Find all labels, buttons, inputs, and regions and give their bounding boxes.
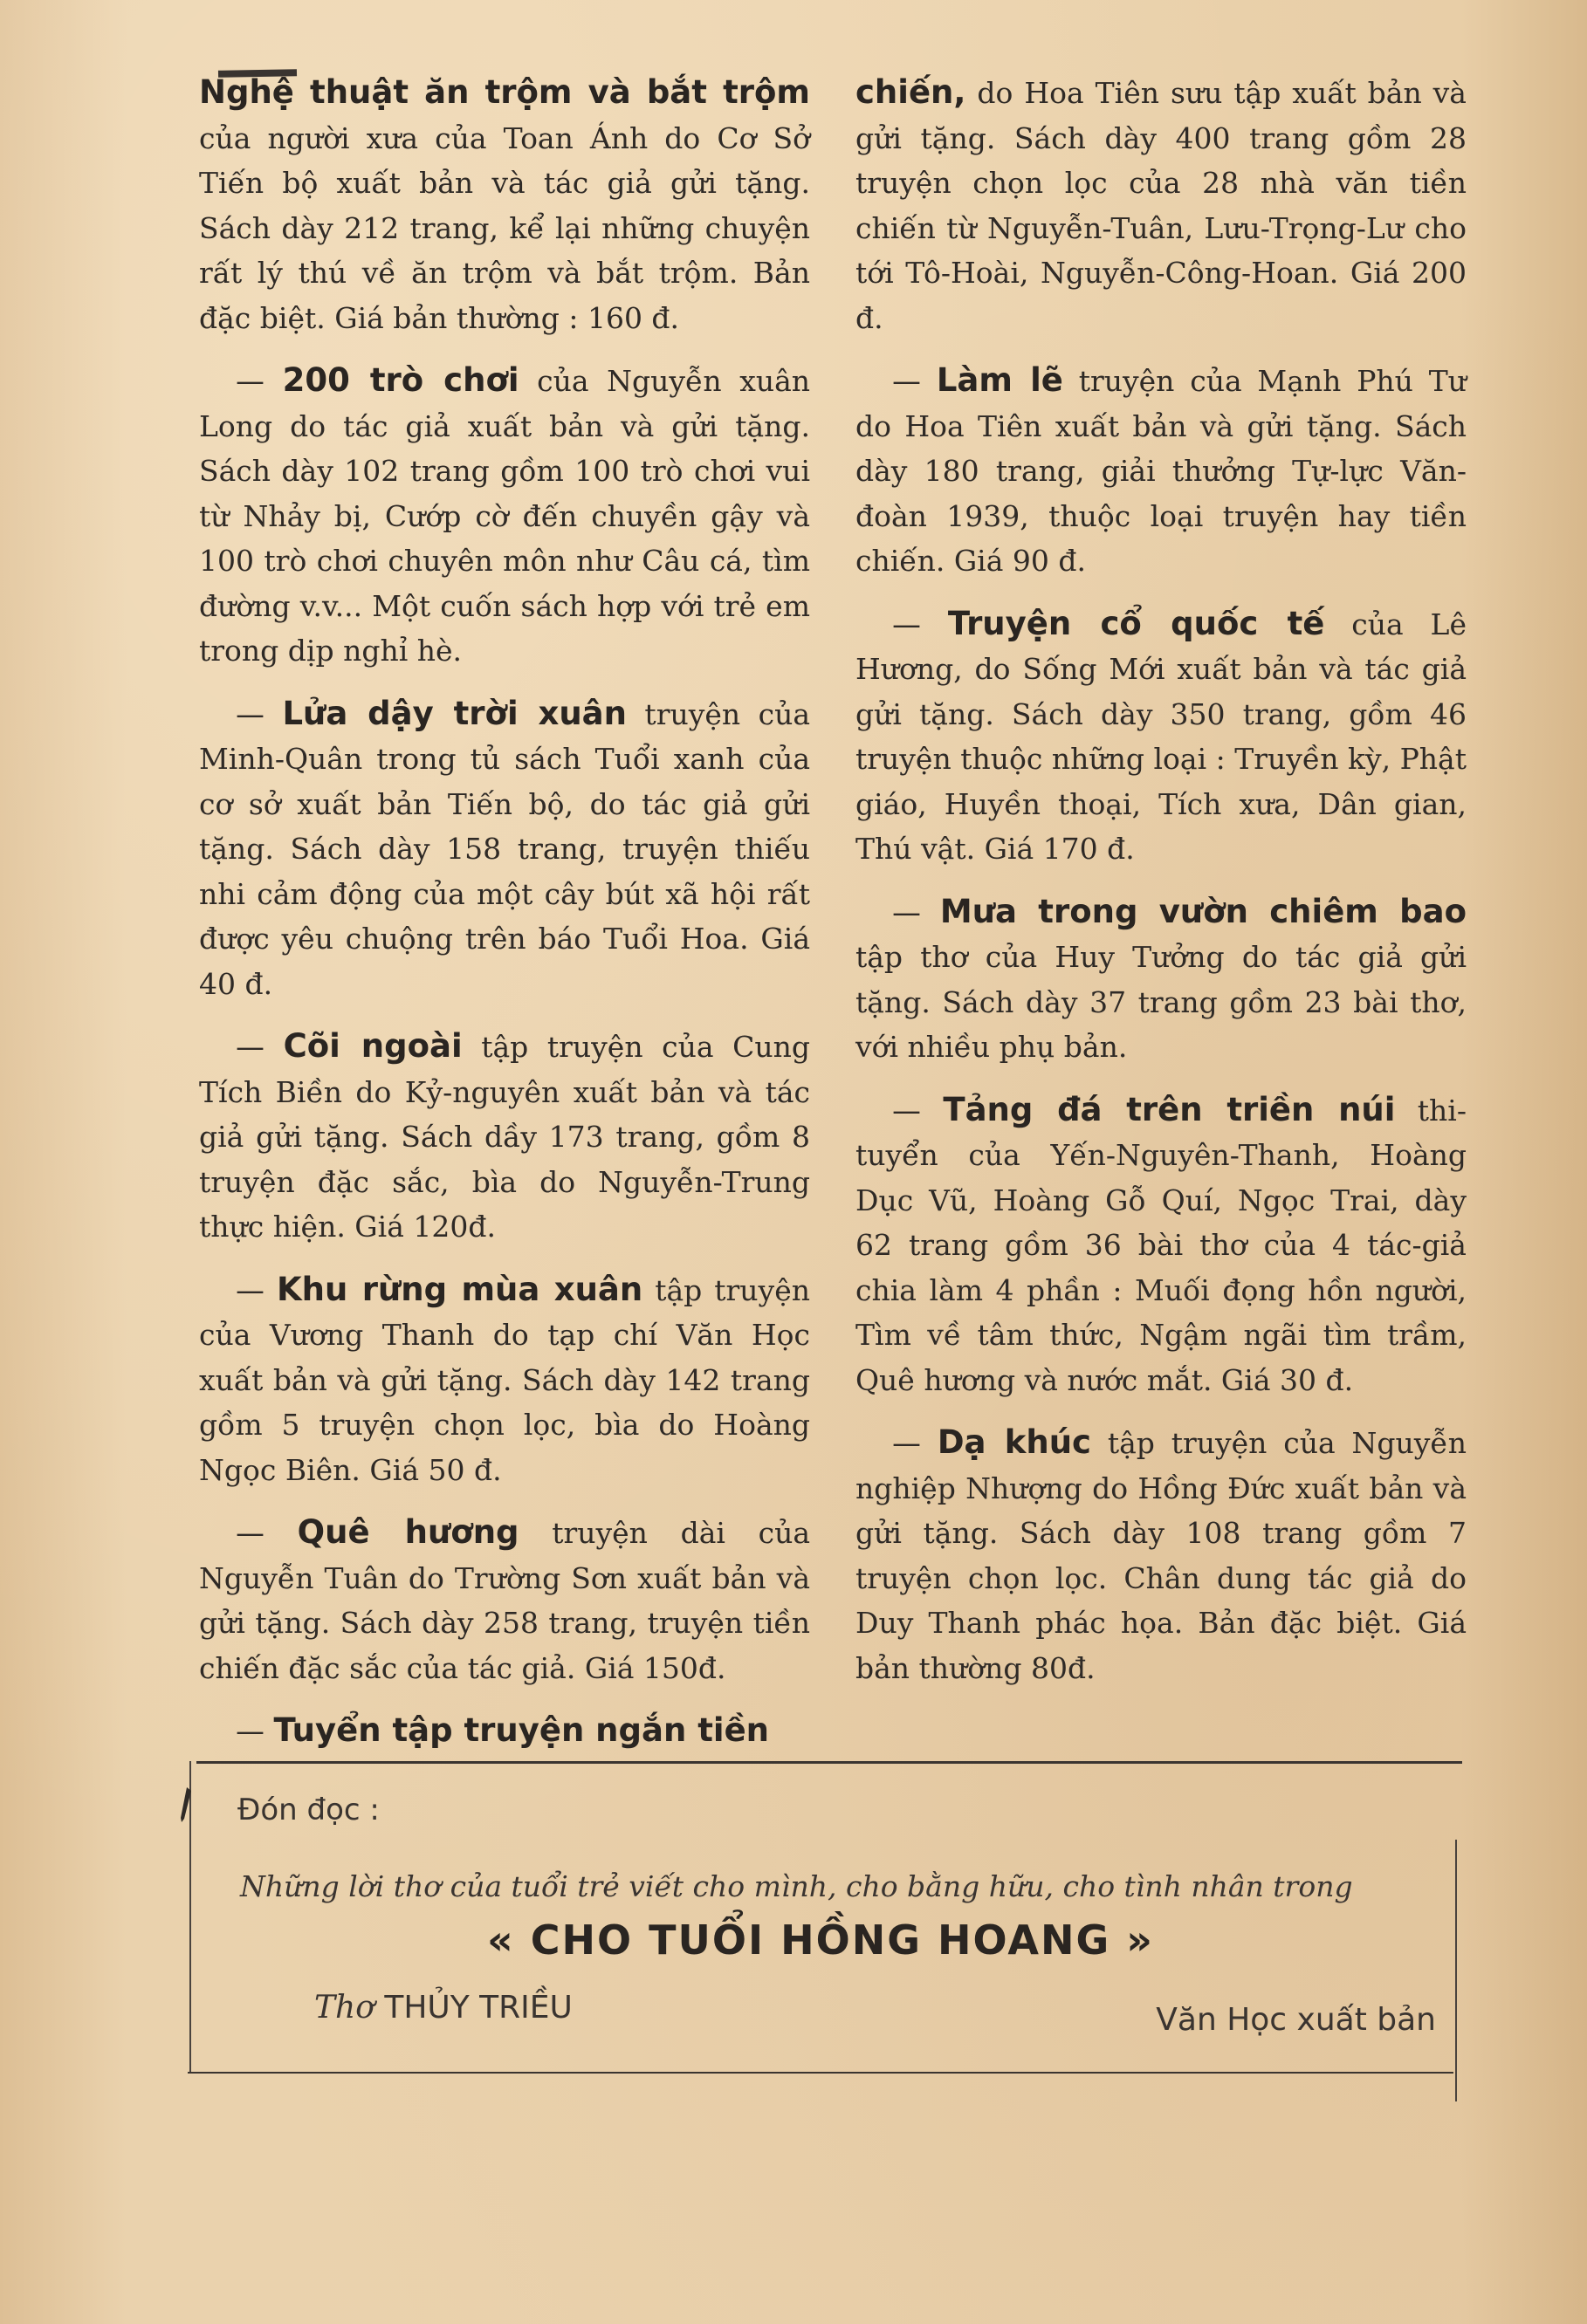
announcement-box xyxy=(188,1761,1453,2103)
book-entry xyxy=(855,601,1467,872)
book-title: Tuyển tập truyện ngắn tiền xyxy=(273,1711,770,1749)
entry-dash: — xyxy=(236,1272,277,1307)
entry-dash: — xyxy=(236,696,283,731)
book-description: thi-tuyển của Yến-Nguyên-Thanh, Hoàng Dục Vũ, Hoàng Gỗ Quí, Ngọc Trai, dày 62 trang gồm 36 bài thơ của 4 tác-giả chia làm 4 phần : Muối đọng hồn người, Tìm về tâm thức, Ngậm ngãi tìm trầm, Quê hương và nước mắt. Giá 30 đ. xyxy=(855,1093,1467,1397)
book-entry xyxy=(855,1087,1467,1403)
left-column xyxy=(199,70,810,1772)
book-title: Cõi ngoài xyxy=(283,1027,463,1065)
book-entry xyxy=(199,1708,810,1754)
book-title: Làm lẽ xyxy=(936,361,1063,399)
entry-dash: — xyxy=(236,1516,298,1550)
book-title: 200 trò chơi xyxy=(282,361,519,399)
book-title: Khu rừng mùa xuân xyxy=(276,1270,643,1308)
book-entry xyxy=(199,1267,810,1493)
book-description: của người xưa của Toan Ánh do Cơ Sở Tiến bộ xuất bản và tác giả gửi tặng. Sách dày 212 trang, kể lại những chuyện rất lý thú về ăn trộm và bắt trộm. Bản đặc biệt. Giá bản thường : 160 đ. xyxy=(199,120,810,335)
book-entry xyxy=(199,1024,810,1250)
entry-dash: — xyxy=(892,1426,938,1460)
announcement-publisher: Văn Học xuất bản xyxy=(1156,2002,1436,2038)
announcement-tagline: Những lời thơ của tuổi trẻ viết cho mình, cho bằng hữu, cho tình nhân trong xyxy=(240,1869,1353,1903)
author-name: THỦY TRIỀU xyxy=(384,1990,573,2026)
book-title: Lửa dậy trời xuân xyxy=(282,694,627,732)
author-prefix: Thơ xyxy=(314,1990,374,2026)
book-entry xyxy=(199,358,810,674)
book-entry xyxy=(855,358,1467,584)
entry-dash: — xyxy=(892,895,940,929)
book-title: Nghệ thuật ăn trộm và bắt trộm xyxy=(199,73,810,111)
book-entry xyxy=(199,1510,810,1690)
book-description: tập truyện của Vương Thanh do tạp chí Văn Học xuất bản và gửi tặng. Sách dày 142 trang gồm 5 truyện chọn lọc, bìa do Hoàng Ngọc Biên. Giá 50 đ. xyxy=(199,1272,810,1487)
book-description: của Nguyễn xuân Long do tác giả xuất bản và gửi tặng. Sách dày 102 trang gồm 100 trò chơi vui từ Nhảy bị, Cướp cờ đến chuyền gậy và 100 trò chơi chuyên môn như Câu cá, tìm đường v.v... Một cuốn sách hợp với trẻ em trong dịp nghỉ hè. xyxy=(199,364,811,668)
entry-dash: — xyxy=(892,1093,944,1128)
book-description: tập truyện của Cung Tích Biền do Kỷ-nguyên xuất bản và tác giả gửi tặng. Sách dầy 173 trang, gồm 8 truyện đặc sắc, bìa do Nguyễn-Trung thực hiện. Giá 120đ. xyxy=(199,1030,810,1244)
book-entry xyxy=(855,889,1467,1070)
book-description: tập thơ của Huy Tưởng do tác giả gửi tặng. Sách dày 37 trang gồm 23 bài thơ, với nhiều phụ bản. xyxy=(855,940,1467,1064)
book-entry xyxy=(199,70,810,340)
book-description: tập truyện của Nguyễn nghiệp Nhượng do Hồng Đức xuất bản và gửi tặng. Sách dày 108 trang gồm 7 truyện chọn lọc. Chân dung tác giả do Duy Thanh phác họa. Bản đặc biệt. Giá bản thường 80đ. xyxy=(855,1426,1467,1685)
book-entry xyxy=(855,1420,1467,1690)
book-title: Tảng đá trên triền núi xyxy=(943,1090,1396,1128)
announcement-label: Đón đọc : xyxy=(237,1793,380,1827)
book-description: truyện dài của Nguyễn Tuân do Trường Sơn xuất bản và gửi tặng. Sách dày 258 trang, truyện tiền chiến đặc sắc của tác giả. Giá 150đ. xyxy=(199,1516,811,1685)
pen-icon xyxy=(179,1787,193,1822)
book-title: Mưa trong vườn chiêm bao xyxy=(939,892,1467,930)
book-description: truyện của Mạnh Phú Tư do Hoa Tiên xuất bản và gửi tặng. Sách dày 180 trang, giải thưởng Tự-lực Văn-đoàn 1939, thuộc loại truyện hay tiền chiến. Giá 90 đ. xyxy=(855,364,1467,578)
entry-dash: — xyxy=(892,607,948,641)
entry-dash: — xyxy=(236,1714,274,1748)
book-title: Quê hương xyxy=(297,1513,519,1551)
book-description: do Hoa Tiên sưu tập xuất bản và gửi tặng. Sách dày 400 trang gồm 28 truyện chọn lọc của 28 nhà văn tiền chiến từ Nguyễn-Tuân, Lưu-Trọng-Lư cho tới Tô-Hoài, Nguyễn-Công-Hoan. Giá 200 đ. xyxy=(855,76,1467,335)
book-description: truyện của Minh-Quân trong tủ sách Tuổi xanh của cơ sở xuất bản Tiến bộ, do tác giả gửi tặng. Sách dày 158 trang, truyện thiếu nhi cảm động của một cây bút xã hội rất được yêu chuộng trên báo Tuổi Hoa. Giá 40 đ. xyxy=(199,696,811,1001)
announcement-author xyxy=(314,1990,573,2026)
book-entry xyxy=(855,70,1467,340)
book-title: Truyện cổ quốc tế xyxy=(947,604,1325,642)
right-column xyxy=(855,70,1467,1708)
book-title: Dạ khúc xyxy=(937,1423,1091,1461)
box-border-right xyxy=(1455,1840,1457,2101)
entry-dash: — xyxy=(892,364,937,398)
book-description: của Lê Hương, do Sống Mới xuất bản và tác giả gửi tặng. Sách dày 350 trang, gồm 46 truyện thuộc những loại : Truyền kỳ, Phật giáo, Huyền thoại, Tích xưa, Dân gian, Thú vật. Giá 170 đ. xyxy=(855,607,1467,866)
entry-dash: — xyxy=(236,364,283,398)
book-entry xyxy=(199,691,810,1007)
announcement-book-title: « CHO TUỔI HỒNG HOANG » xyxy=(487,1916,1154,1964)
book-title: chiến, xyxy=(855,73,966,111)
box-border-top xyxy=(196,1761,1462,1764)
box-border-bottom xyxy=(188,2072,1453,2074)
entry-dash: — xyxy=(236,1030,284,1064)
